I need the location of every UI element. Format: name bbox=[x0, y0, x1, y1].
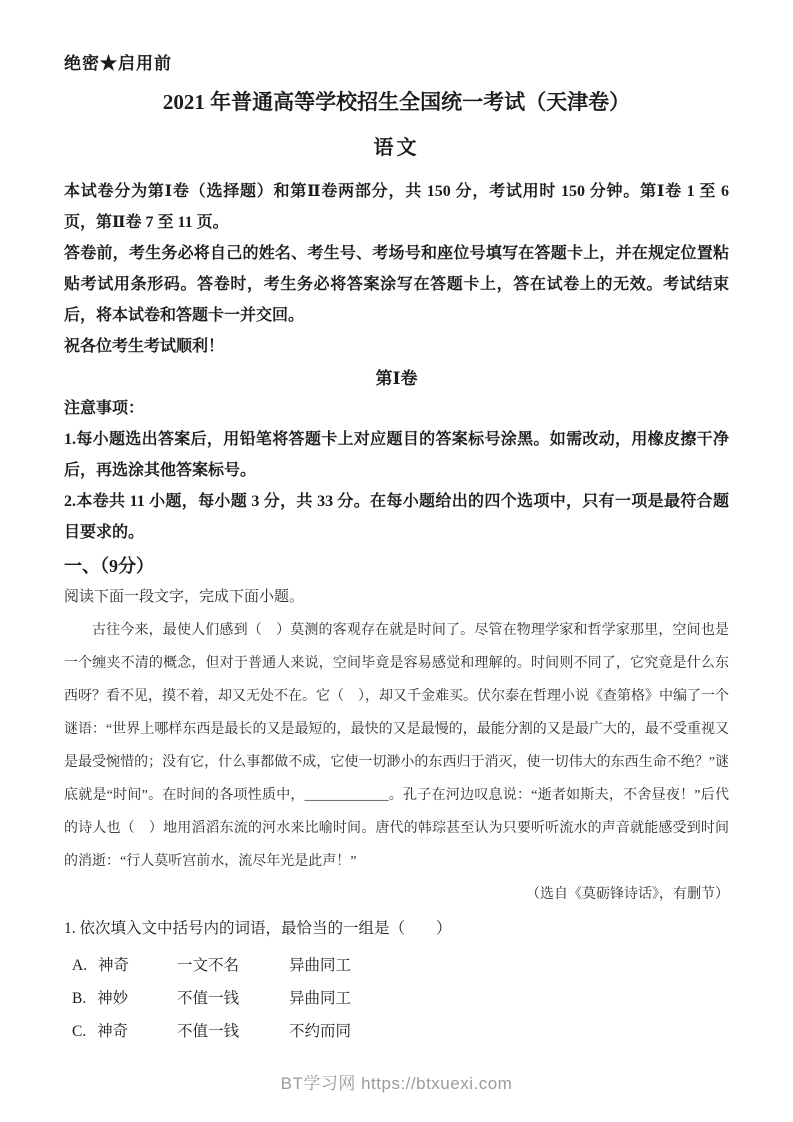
notice-item-1: 1.每小题选出答案后，用铅笔将答题卡上对应题目的答案标号涂黑。如需改动，用橡皮擦干净后，再选涂其他答案标号。 bbox=[64, 431, 729, 479]
option-a-word-1: 神奇 bbox=[97, 957, 129, 974]
option-b-word-3: 异曲同工 bbox=[289, 990, 352, 1007]
notice-heading: 注意事项： bbox=[64, 400, 145, 417]
subject-title: 语文 bbox=[373, 137, 420, 159]
option-c-col1 bbox=[72, 1021, 177, 1042]
question-1-option-c bbox=[64, 1021, 729, 1042]
reading-instruction: 阅读下面一段文字，完成下面小题。 bbox=[64, 589, 305, 605]
option-a-col1 bbox=[72, 955, 177, 976]
option-b-col1 bbox=[72, 988, 177, 1009]
option-c-word-2: 不值一钱 bbox=[177, 1023, 240, 1040]
option-b-word-2: 不值一钱 bbox=[177, 990, 240, 1007]
section-1-heading: 第Ⅰ卷 bbox=[375, 369, 418, 388]
question-1-option-a bbox=[64, 955, 729, 976]
option-a-word-3: 异曲同工 bbox=[289, 957, 352, 974]
exam-instructions bbox=[64, 176, 729, 362]
option-a-word-2: 一文不名 bbox=[177, 957, 240, 974]
passage-source: （选自《莫砺锋诗话》，有删节） bbox=[526, 887, 729, 902]
notice-item-2: 2.本卷共 11 小题，每小题 3 分，共 33 分。在每小题给出的四个选项中，只有一项是最符合题目要求的。 bbox=[64, 493, 729, 541]
question-1-option-b bbox=[64, 988, 729, 1009]
option-c-word-1: 神奇 bbox=[97, 1023, 129, 1040]
intro-paragraph-answer-rules: 答卷前，考生务必将自己的姓名、考生号、考场号和座位号填写在答题卡上，并在规定位置粘贴考试用条形码。答卷时，考生务必将答案涂写在答题卡上，答在试卷上的无效。考试结束后，将本试卷和答题卡一并交回。 bbox=[64, 245, 729, 324]
question-1-stem: 1. 依次填入文中括号内的词语，最恰当的一组是（ ） bbox=[64, 920, 452, 937]
option-a-label: A. bbox=[72, 957, 88, 974]
intro-paragraph-structure: 本试卷分为第Ⅰ卷（选择题）和第Ⅱ卷两部分，共 150 分，考试用时 150 分钟。第Ⅰ卷 1 至 6 页，第Ⅱ卷 7 至 11 页。 bbox=[64, 183, 729, 231]
option-c-label: C. bbox=[72, 1023, 87, 1040]
footer-watermark: BT学习网 https://btxuexi.com bbox=[280, 1074, 513, 1093]
part-one-heading: 一、（9分） bbox=[64, 556, 154, 576]
intro-paragraph-good-luck: 祝各位考生考试顺利！ bbox=[64, 338, 225, 355]
reading-passage: 古往今来，最使人们感到（ ）莫测的客观存在就是时间了。尽管在物理学家和哲学家那里，空间也是一个缠夹不清的概念，但对于普通人来说，空间毕竟是容易感觉和理解的。时间则不同了，它究竟是什么东西呀？看不见，摸不着，却又无处不在。它（ ），却又千金难买。伏尔泰在哲理小说《查第格》中编了一个谜语：“世界上哪样东西是最长的又是最短的，最快的又是最慢的，最能分割的又是最广大的，最不受重视又是最受惋惜的；没有它，什么事都做不成，它使一切渺小的东西归于消灭，使一切伟大的东西生命不绝？”谜底就是“时间”。在时间的各项性质中，____________。孔子在河边叹息说：“逝者如斯夫，不舍昼夜！”后代的诗人也（ ）地用滔滔东流的河水来比喻时间。唐代的韩琮甚至认为只要听听流水的声音就能感受到时间的消逝：“行人莫听宫前水，流尽年光是此声！” bbox=[64, 623, 729, 869]
option-b-label: B. bbox=[72, 990, 87, 1007]
option-c-word-3: 不约而同 bbox=[289, 1023, 352, 1040]
security-classification-label: 绝密★启用前 bbox=[64, 54, 172, 73]
option-b-word-1: 神妙 bbox=[97, 990, 129, 1007]
exam-title: 2021 年普通高等学校招生全国统一考试（天津卷） bbox=[162, 90, 631, 114]
